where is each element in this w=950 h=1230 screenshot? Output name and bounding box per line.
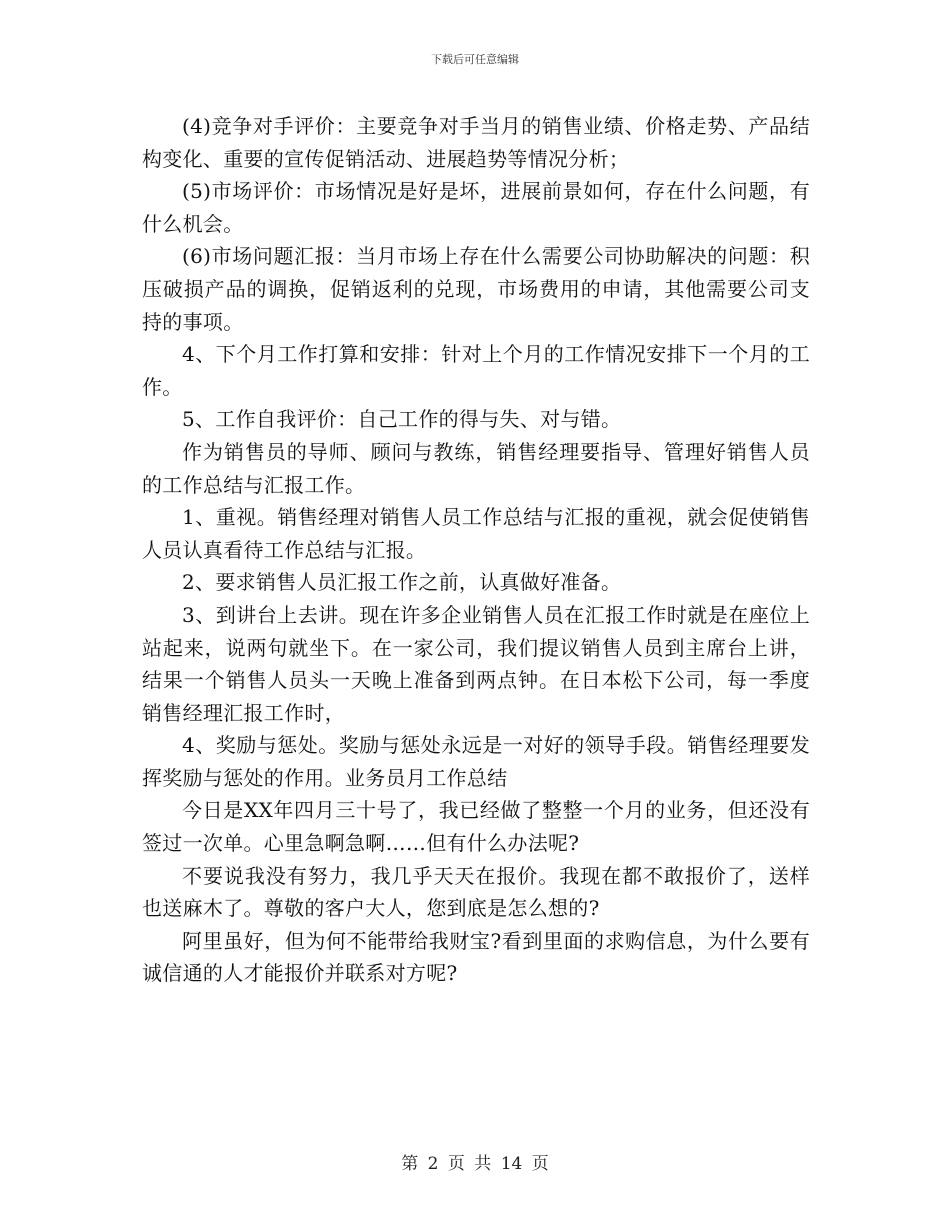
page-number: 第 2 页 共 14 页 [401, 1154, 549, 1174]
paragraph: 4、下个月工作打算和安排：针对上个月的工作情况安排下一个月的工作。 [142, 342, 810, 399]
paragraph: 1、重视。销售经理对销售人员工作总结与汇报的重视，就会促使销售人员认真看待工作总结与汇报。 [142, 505, 810, 562]
paragraph: 今日是XX年四月三十号了，我已经做了整整一个月的业务，但还没有签过一次单。心里急啊急啊……但有什么办法呢? [142, 798, 810, 856]
paragraph: 4、奖励与惩处。奖励与惩处永远是一对好的领导手段。销售经理要发挥奖励与惩处的作用。业务员月工作总结 [142, 733, 810, 790]
paragraph: (5)市场评价：市场情况是好是坏，进展前景如何，存在什么问题，有什么机会。 [142, 179, 810, 236]
document-body [142, 110, 810, 990]
paragraph: 阿里虽好，但为何不能带给我财宝?看到里面的求购信息，为什么要有诚信通的人才能报价并联系对方呢? [142, 928, 810, 986]
paragraph: 5、工作自我评价：自己工作的得与失、对与错。 [182, 407, 622, 432]
paragraph: (6)市场问题汇报：当月市场上存在什么需要公司协助解决的问题：积压破损产品的调换，促销返利的兑现，市场费用的申请，其他需要公司支持的事项。 [142, 244, 810, 334]
paragraph: (4)竞争对手评价：主要竞争对手当月的销售业绩、价格走势、产品结构变化、重要的宣传促销活动、进展趋势等情况分析； [142, 114, 810, 171]
paragraph: 2、要求销售人员汇报工作之前，认真做好准备。 [182, 570, 622, 595]
paragraph: 3、到讲台上去讲。现在许多企业销售人员在汇报工作时就是在座位上站起来，说两句就坐下。在一家公司，我们提议销售人员到主席台上讲，结果一个销售人员头一天晚上准备到两点钟。在日本松下公司，每一季度销售经理汇报工作时， [142, 602, 810, 725]
page-header-note: 下载后可任意编辑 [431, 53, 519, 66]
paragraph: 作为销售员的导师、顾问与教练，销售经理要指导、管理好销售人员的工作总结与汇报工作。 [142, 439, 810, 497]
paragraph: 不要说我没有努力，我几乎天天在报价。我现在都不敢报价了，送样也送麻木了。尊敬的客户大人，您到底是怎么想的? [142, 863, 810, 921]
